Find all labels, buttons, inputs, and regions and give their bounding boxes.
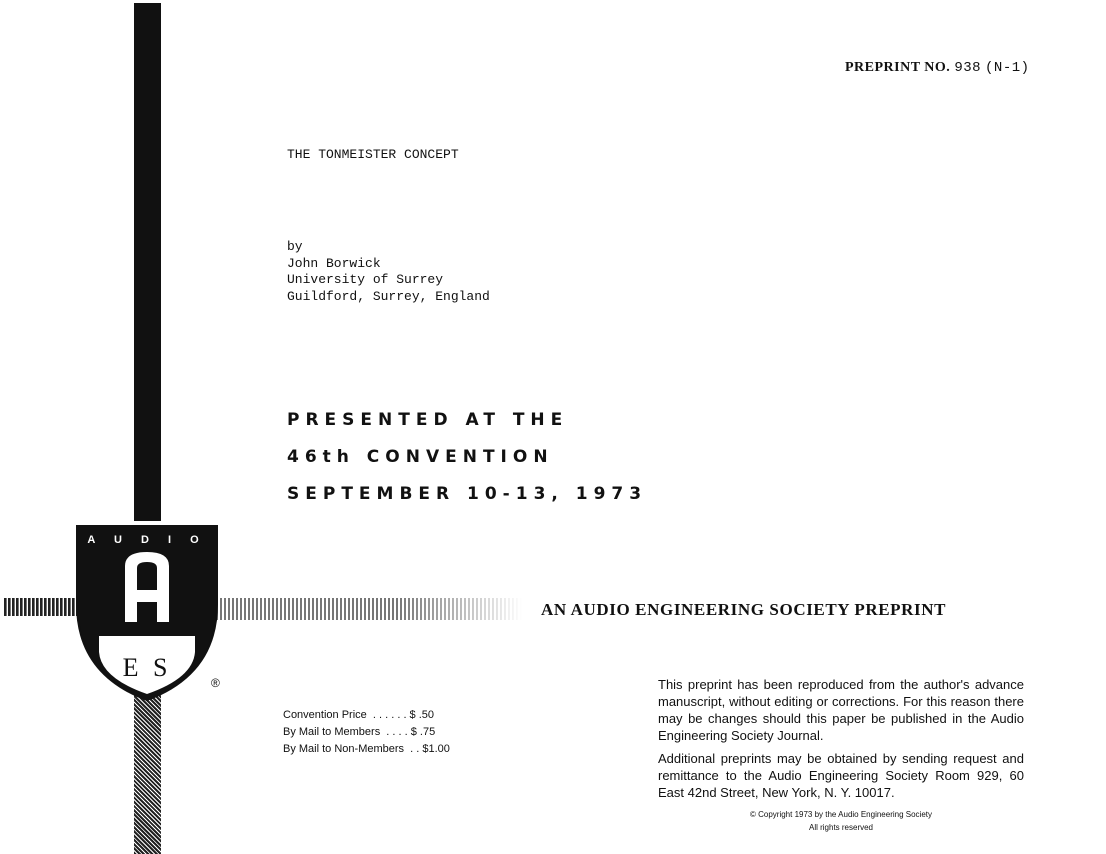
preprint-code: (N-1)	[985, 60, 1030, 76]
copyright-line-1: © Copyright 1973 by the Audio Engineering Society	[749, 810, 932, 819]
copyright-line-2: All rights reserved	[808, 823, 874, 832]
preprint-number-value: 938	[954, 60, 982, 76]
halftone-strip-right	[212, 598, 522, 620]
registered-mark: ®	[211, 676, 220, 690]
author-location: Guildford, Surrey, England	[287, 288, 490, 304]
presented-line-2: 46th CONVENTION	[287, 447, 554, 467]
presented-block	[287, 402, 647, 513]
vertical-bar-top	[134, 3, 161, 521]
author-block	[287, 239, 490, 305]
society-preprint-line: AN AUDIO ENGINEERING SOCIETY PREPRINT	[541, 600, 947, 619]
logo-top-text: A U D I O	[87, 534, 207, 546]
price-row-convention: Convention Price . . . . . . $ .50	[283, 709, 435, 721]
preprint-number	[845, 60, 1030, 76]
by-label: by	[287, 239, 303, 254]
paper-title: THE TONMEISTER CONCEPT	[287, 147, 459, 162]
author-name: John Borwick	[287, 255, 381, 271]
notice-paragraph-1: This preprint has been reproduced from the author's advance manuscript, without editing or corrections. For this reason there may be changes should this paper be published in the Audio Engineering Society Journal.	[658, 677, 1024, 743]
price-list	[283, 707, 450, 758]
aes-logo	[75, 524, 219, 702]
presented-line-3: SEPTEMBER 10-13, 1973	[287, 484, 648, 504]
price-row-non-members: By Mail to Non-Members . . $1.00	[283, 743, 450, 755]
vertical-bar-bottom	[134, 690, 161, 854]
author-affiliation: University of Surrey	[287, 272, 444, 287]
logo-bottom-text: E S	[122, 653, 172, 682]
preprint-label: PREPRINT NO.	[845, 60, 951, 75]
notice-paragraph-2: Additional preprints may be obtained by sending request and remittance to the Audio Engineering Society Room 929, 60 East 42nd Street, New York, N. Y. 10017.	[658, 751, 1024, 800]
notice-block	[658, 676, 1024, 807]
copyright-block	[658, 808, 1024, 834]
price-row-members: By Mail to Members . . . . $ .75	[283, 726, 436, 738]
presented-line-1: PRESENTED AT THE	[287, 410, 569, 430]
